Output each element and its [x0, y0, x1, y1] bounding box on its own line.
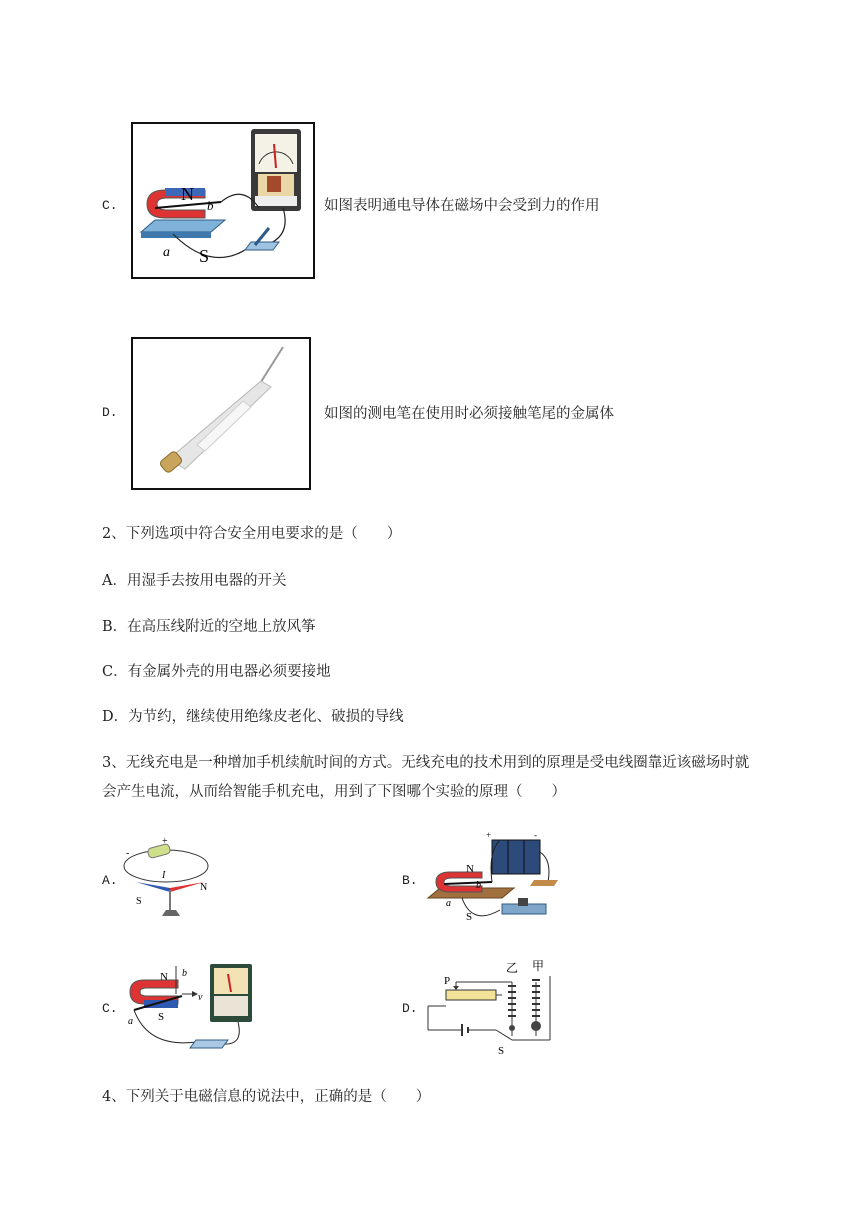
q1-option-c-letter: C.	[102, 198, 118, 213]
svg-text:N: N	[200, 882, 208, 893]
q4-stem: 4、下列关于电磁信息的说法中，正确的是（ ）	[102, 1089, 431, 1105]
q3-option-d-figure	[422, 956, 562, 1058]
q2-option-b: B．在高压线附近的空地上放风筝	[102, 619, 316, 635]
svg-text:-: -	[534, 832, 537, 840]
q2-option-d: D．为节约，继续使用绝缘皮老化、破损的导线	[102, 709, 404, 725]
galvanometer-experiment-illustration	[133, 124, 313, 277]
svg-text:I: I	[162, 870, 166, 881]
svg-text:a: a	[163, 245, 170, 260]
q3-stem-line1: 3、无线充电是一种增加手机续航时间的方式。无线充电的技术用到的原理是受电线圈靠近该磁场时就	[102, 755, 750, 771]
test-pencil-illustration	[133, 339, 309, 488]
q1-option-d-figure	[131, 337, 311, 490]
svg-text:b: b	[182, 968, 187, 979]
svg-text:+: +	[486, 832, 492, 840]
svg-text:N: N	[466, 863, 474, 875]
q2-option-a: A．用湿手去按用电器的开关	[102, 573, 287, 589]
svg-text:a: a	[128, 1016, 133, 1027]
svg-text:+: +	[162, 836, 168, 847]
q2-stem: 2、下列选项中符合安全用电要求的是（ ）	[102, 526, 402, 542]
q3-option-b-figure	[422, 832, 572, 928]
q3-stem-line2: 会产生电流，从而给智能手机充电，用到了下图哪个实验的原理（ ）	[102, 784, 566, 800]
svg-text:S: S	[158, 1011, 165, 1023]
svg-text:S: S	[199, 246, 210, 266]
q1-option-d-letter: D.	[102, 405, 118, 420]
svg-text:乙: 乙	[506, 961, 519, 975]
svg-text:S: S	[498, 1045, 505, 1057]
q1-option-c-figure	[131, 122, 315, 279]
svg-text:b: b	[476, 880, 481, 891]
q3-option-b-letter: B.	[402, 873, 418, 888]
svg-text:-: -	[126, 848, 130, 859]
q3-option-c-figure	[118, 958, 258, 1056]
svg-text:a: a	[446, 898, 451, 909]
svg-text:N: N	[181, 184, 194, 204]
svg-text:N: N	[160, 971, 168, 983]
q1-option-d-text: 如图的测电笔在使用时必须接触笔尾的金属体	[324, 406, 614, 422]
svg-text:P: P	[444, 975, 451, 987]
svg-text:b: b	[207, 198, 214, 213]
q3-option-a-letter: A.	[102, 873, 118, 888]
svg-text:S: S	[466, 911, 473, 923]
q3-option-a-figure	[118, 832, 218, 922]
q1-option-c-text: 如图表明通电导体在磁场中会受到力的作用	[324, 198, 600, 214]
q2-option-c: C．有金属外壳的用电器必须要接地	[102, 664, 331, 680]
svg-text:v: v	[198, 992, 203, 1003]
q3-option-c-letter: C.	[102, 1001, 118, 1016]
q3-option-d-letter: D.	[402, 1001, 418, 1016]
svg-text:甲: 甲	[532, 959, 545, 973]
svg-text:S: S	[136, 896, 142, 907]
